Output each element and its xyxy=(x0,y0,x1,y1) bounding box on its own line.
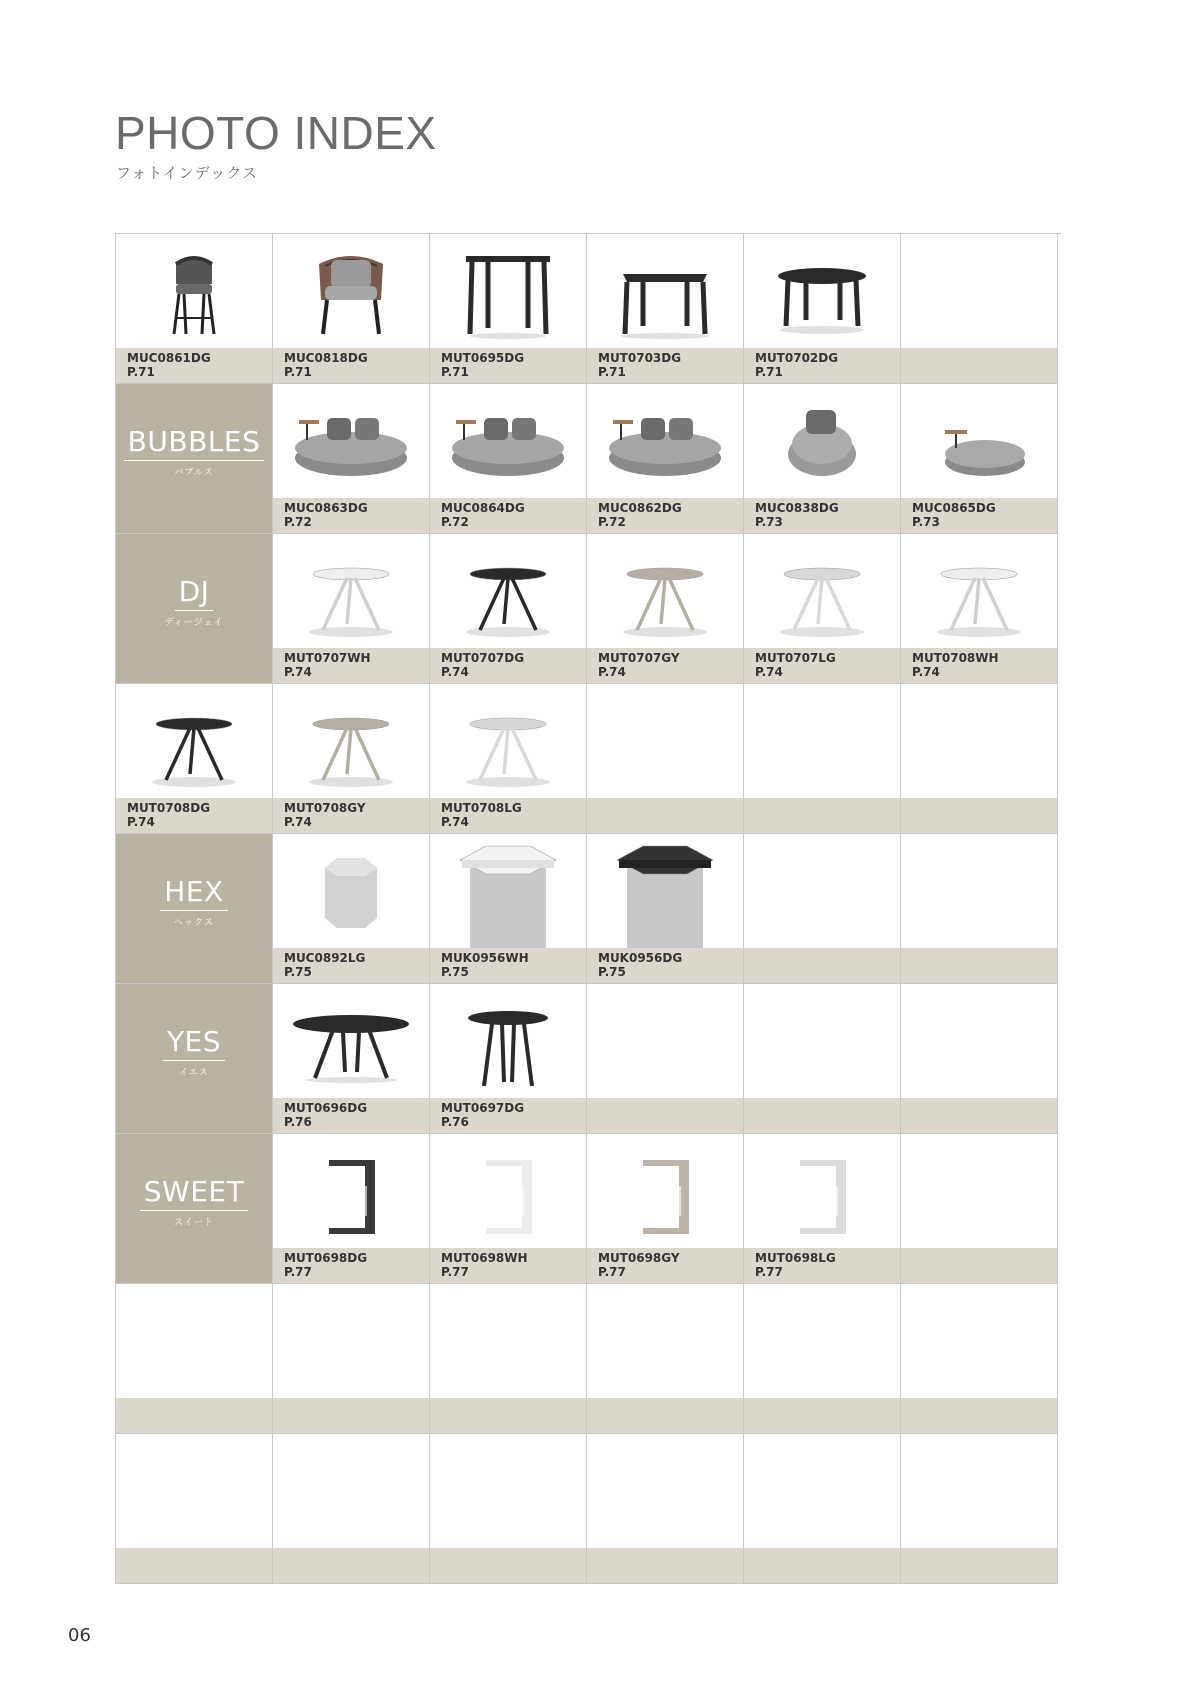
product-label xyxy=(430,1548,586,1583)
product-page: P.77 xyxy=(598,1265,626,1279)
brand-kana: ディージェイ xyxy=(164,617,224,628)
empty-cell xyxy=(587,684,744,834)
product-label xyxy=(273,798,429,833)
product-photo-c-side-table-icon xyxy=(744,1134,900,1248)
product-page: P.74 xyxy=(127,815,155,829)
product-photo-c-side-table-icon xyxy=(273,1134,429,1248)
product-page: P.74 xyxy=(755,665,783,679)
product-label xyxy=(901,1398,1057,1433)
photo-slot xyxy=(744,684,900,798)
product-photo-hex-cooler-icon xyxy=(430,834,586,948)
product-page: P.75 xyxy=(441,965,469,979)
product-code: MUC0861DG xyxy=(127,351,211,365)
product-label xyxy=(116,1548,272,1583)
product-cell xyxy=(116,684,273,834)
product-code: MUC0863DG xyxy=(284,501,368,515)
product-photo-tripod-table-icon xyxy=(116,684,272,798)
product-label xyxy=(430,348,586,383)
photo-slot xyxy=(587,684,743,798)
product-label xyxy=(116,348,272,383)
product-label xyxy=(587,1098,743,1133)
product-code: MUT0707DG xyxy=(441,651,525,665)
product-photo-c-side-table-icon xyxy=(430,1134,586,1248)
empty-cell xyxy=(901,234,1058,384)
photo-slot xyxy=(901,1134,1057,1248)
product-page: P.73 xyxy=(912,515,940,529)
brand-kana: ヘックス xyxy=(174,917,214,928)
product-page: P.77 xyxy=(441,1265,469,1279)
product-page: P.74 xyxy=(912,665,940,679)
product-code: MUT0707WH xyxy=(284,651,371,665)
empty-cell xyxy=(587,984,744,1134)
product-label xyxy=(744,1248,900,1283)
product-page: P.71 xyxy=(598,365,626,379)
brand-name: DJ xyxy=(175,578,214,611)
product-label xyxy=(744,798,900,833)
empty-cell xyxy=(744,1434,901,1584)
product-code: MUT0698GY xyxy=(598,1251,680,1265)
product-cell xyxy=(430,234,587,384)
product-label xyxy=(430,648,586,683)
brand-cell-yes xyxy=(116,984,273,1134)
product-photo-ottoman-icon xyxy=(901,384,1057,498)
product-cell xyxy=(744,234,901,384)
product-cell xyxy=(273,984,430,1134)
product-label xyxy=(901,1548,1057,1583)
page-title: PHOTO INDEX xyxy=(115,107,437,159)
product-label xyxy=(430,498,586,533)
product-cell xyxy=(273,234,430,384)
brand-name: SWEET xyxy=(140,1178,248,1211)
brand-cell-dj xyxy=(116,534,273,684)
product-photo-sofa-icon xyxy=(430,384,586,498)
photo-slot xyxy=(273,1434,429,1548)
page-subtitle: フォトインデックス xyxy=(116,164,259,182)
brand-cell-bubbles xyxy=(116,384,273,534)
empty-cell xyxy=(901,1434,1058,1584)
product-label xyxy=(587,648,743,683)
product-label xyxy=(273,1548,429,1583)
empty-cell xyxy=(273,1434,430,1584)
product-photo-bar-stool-icon xyxy=(116,234,272,348)
photo-slot xyxy=(587,1284,743,1398)
product-page: P.77 xyxy=(755,1265,783,1279)
brand-name: HEX xyxy=(160,878,227,911)
product-label xyxy=(587,498,743,533)
empty-cell xyxy=(744,984,901,1134)
product-cell xyxy=(273,534,430,684)
brand-kana: スイート xyxy=(174,1217,214,1228)
photo-slot xyxy=(430,1434,586,1548)
photo-slot xyxy=(901,1434,1057,1548)
brand-name: BUBBLES xyxy=(124,428,265,461)
product-cell xyxy=(430,384,587,534)
product-page: P.74 xyxy=(598,665,626,679)
product-code: MUK0956WH xyxy=(441,951,529,965)
photo-slot xyxy=(430,1284,586,1398)
product-cell xyxy=(901,534,1058,684)
product-code: MUT0702DG xyxy=(755,351,839,365)
product-label xyxy=(901,1098,1057,1133)
product-page: P.76 xyxy=(441,1115,469,1129)
product-label xyxy=(430,798,586,833)
product-photo-high-table-icon xyxy=(430,234,586,348)
product-photo-hex-cooler-icon xyxy=(587,834,743,948)
product-label xyxy=(273,1248,429,1283)
product-page: P.74 xyxy=(441,665,469,679)
product-cell xyxy=(273,684,430,834)
brand-kana: イエス xyxy=(179,1067,209,1078)
photo-slot xyxy=(116,1284,272,1398)
empty-cell xyxy=(744,834,901,984)
product-photo-tripod-table-icon xyxy=(901,534,1057,648)
brand-kana: バブルス xyxy=(174,467,214,478)
product-label xyxy=(587,1248,743,1283)
product-page: P.76 xyxy=(284,1115,312,1129)
product-label xyxy=(273,948,429,983)
empty-cell xyxy=(901,1134,1058,1284)
product-cell xyxy=(430,834,587,984)
product-photo-hex-stool-icon xyxy=(273,834,429,948)
product-label xyxy=(430,948,586,983)
product-page: P.75 xyxy=(284,965,312,979)
product-label xyxy=(273,348,429,383)
product-label xyxy=(744,948,900,983)
product-photo-lounge-chair-icon xyxy=(744,384,900,498)
product-code: MUT0708WH xyxy=(912,651,999,665)
product-photo-square-table-icon xyxy=(587,234,743,348)
product-label xyxy=(744,498,900,533)
product-code: MUC0838DG xyxy=(755,501,839,515)
product-photo-sofa-icon xyxy=(273,384,429,498)
empty-cell xyxy=(430,1284,587,1434)
empty-cell xyxy=(587,1284,744,1434)
product-code: MUC0892LG xyxy=(284,951,366,965)
product-page: P.71 xyxy=(755,365,783,379)
product-cell xyxy=(587,534,744,684)
photo-slot xyxy=(744,1284,900,1398)
product-label xyxy=(116,1398,272,1433)
empty-cell xyxy=(430,1434,587,1584)
product-code: MUT0707GY xyxy=(598,651,680,665)
product-photo-sofa-icon xyxy=(587,384,743,498)
product-page: P.75 xyxy=(598,965,626,979)
product-cell xyxy=(430,684,587,834)
product-cell xyxy=(744,534,901,684)
product-cell xyxy=(430,984,587,1134)
product-label xyxy=(901,798,1057,833)
product-photo-wide-round-table-icon xyxy=(273,984,429,1098)
product-label xyxy=(901,948,1057,983)
product-photo-armchair-icon xyxy=(273,234,429,348)
product-label xyxy=(901,648,1057,683)
product-label xyxy=(744,1098,900,1133)
product-page: P.71 xyxy=(127,365,155,379)
product-label xyxy=(273,1098,429,1133)
product-page: P.73 xyxy=(755,515,783,529)
product-photo-tripod-table-icon xyxy=(744,534,900,648)
product-cell xyxy=(430,534,587,684)
brand-name: YES xyxy=(163,1028,225,1061)
product-label xyxy=(901,1248,1057,1283)
product-code: MUT0698WH xyxy=(441,1251,528,1265)
photo-slot xyxy=(744,984,900,1098)
product-label xyxy=(430,1398,586,1433)
product-code: MUT0698LG xyxy=(755,1251,836,1265)
product-code: MUT0697DG xyxy=(441,1101,525,1115)
product-label xyxy=(587,798,743,833)
product-cell xyxy=(587,234,744,384)
empty-cell xyxy=(744,1284,901,1434)
photo-slot xyxy=(744,1434,900,1548)
product-page: P.71 xyxy=(284,365,312,379)
product-code: MUC0865DG xyxy=(912,501,996,515)
product-photo-round-table-icon xyxy=(744,234,900,348)
empty-cell xyxy=(116,1434,273,1584)
product-label xyxy=(273,648,429,683)
product-code: MUT0708GY xyxy=(284,801,366,815)
product-label xyxy=(587,1398,743,1433)
product-photo-c-side-table-icon xyxy=(587,1134,743,1248)
product-cell xyxy=(744,384,901,534)
photo-slot xyxy=(901,234,1057,348)
product-label xyxy=(273,1398,429,1433)
product-code: MUT0698DG xyxy=(284,1251,368,1265)
product-photo-tripod-table-icon xyxy=(430,534,586,648)
product-photo-small-round-table-icon xyxy=(430,984,586,1098)
product-cell xyxy=(273,834,430,984)
product-cell xyxy=(744,1134,901,1284)
photo-slot xyxy=(901,684,1057,798)
product-label xyxy=(587,348,743,383)
product-label xyxy=(587,948,743,983)
product-photo-tripod-table-icon xyxy=(587,534,743,648)
product-code: MUT0707LG xyxy=(755,651,836,665)
product-label xyxy=(744,348,900,383)
empty-cell xyxy=(744,684,901,834)
product-cell xyxy=(587,1134,744,1284)
product-code: MUK0956DG xyxy=(598,951,683,965)
empty-cell xyxy=(901,684,1058,834)
empty-cell xyxy=(901,1284,1058,1434)
photo-slot xyxy=(901,834,1057,948)
product-code: MUC0818DG xyxy=(284,351,368,365)
product-cell xyxy=(587,834,744,984)
product-cell xyxy=(273,384,430,534)
photo-slot xyxy=(901,1284,1057,1398)
product-photo-tripod-table-icon xyxy=(273,534,429,648)
product-page: P.72 xyxy=(284,515,312,529)
product-photo-tripod-table-icon xyxy=(430,684,586,798)
brand-cell-sweet xyxy=(116,1134,273,1284)
product-code: MUT0696DG xyxy=(284,1101,368,1115)
product-page: P.71 xyxy=(441,365,469,379)
photo-slot xyxy=(901,984,1057,1098)
product-cell xyxy=(901,384,1058,534)
product-label xyxy=(744,1398,900,1433)
empty-cell xyxy=(273,1284,430,1434)
product-cell xyxy=(587,384,744,534)
product-label xyxy=(744,1548,900,1583)
product-cell xyxy=(116,234,273,384)
product-code: MUT0703DG xyxy=(598,351,682,365)
photo-slot xyxy=(116,1434,272,1548)
product-page: P.77 xyxy=(284,1265,312,1279)
product-label xyxy=(430,1098,586,1133)
photo-slot xyxy=(587,1434,743,1548)
photo-index-grid xyxy=(115,233,1061,1584)
product-page: P.74 xyxy=(284,815,312,829)
product-label xyxy=(273,498,429,533)
photo-slot xyxy=(273,1284,429,1398)
product-code: MUT0708LG xyxy=(441,801,522,815)
product-page: P.72 xyxy=(441,515,469,529)
product-page: P.74 xyxy=(441,815,469,829)
product-page: P.74 xyxy=(284,665,312,679)
brand-cell-hex xyxy=(116,834,273,984)
product-page: P.72 xyxy=(598,515,626,529)
product-cell xyxy=(430,1134,587,1284)
product-code: MUC0864DG xyxy=(441,501,525,515)
product-label xyxy=(744,648,900,683)
product-label xyxy=(587,1548,743,1583)
empty-cell xyxy=(901,834,1058,984)
product-label xyxy=(116,798,272,833)
empty-cell xyxy=(587,1434,744,1584)
empty-cell xyxy=(901,984,1058,1134)
product-cell xyxy=(273,1134,430,1284)
product-label xyxy=(901,498,1057,533)
product-code: MUC0862DG xyxy=(598,501,682,515)
page-number: 06 xyxy=(68,1625,91,1646)
product-code: MUT0695DG xyxy=(441,351,525,365)
empty-cell xyxy=(116,1284,273,1434)
product-code: MUT0708DG xyxy=(127,801,211,815)
photo-slot xyxy=(744,834,900,948)
product-label xyxy=(901,348,1057,383)
product-photo-tripod-table-icon xyxy=(273,684,429,798)
photo-slot xyxy=(587,984,743,1098)
product-label xyxy=(430,1248,586,1283)
